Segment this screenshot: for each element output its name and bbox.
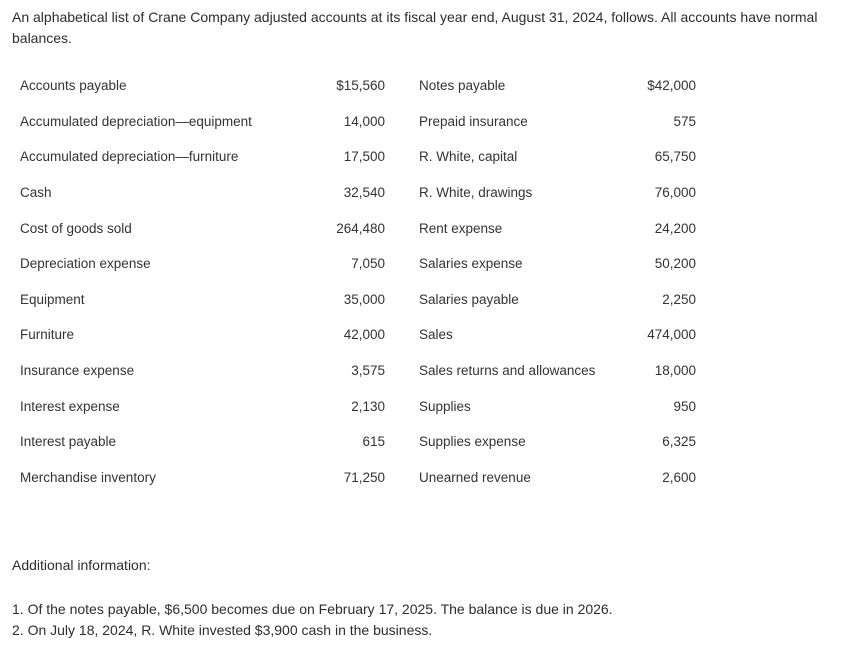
notes-list	[12, 599, 613, 641]
account-amount: 950	[673, 398, 696, 414]
account-amount: $15,560	[336, 78, 385, 94]
account-name: Interest payable	[20, 434, 117, 450]
note-item: 1. Of the notes payable, $6,500 becomes due on February 17, 2025. The balance is due in 2026.	[12, 601, 613, 617]
account-name: Sales returns and allowances	[419, 363, 596, 379]
account-amount: 2,130	[351, 398, 385, 414]
account-amount: 474,000	[647, 327, 696, 343]
account-name: Depreciation expense	[20, 256, 151, 272]
account-amount: 24,200	[654, 220, 696, 236]
account-row	[20, 246, 696, 282]
account-name: Sales	[419, 327, 453, 343]
column-spacer	[385, 104, 419, 140]
account-amount: 2,250	[662, 291, 696, 307]
account-amount: 65,750	[654, 149, 696, 165]
account-name: Accumulated depreciation—furniture	[20, 149, 239, 165]
column-spacer	[385, 139, 419, 175]
account-name: Furniture	[20, 327, 75, 343]
account-amount: 3,575	[351, 363, 385, 379]
account-name: Accumulated depreciation—equipment	[20, 113, 252, 129]
account-amount: 14,000	[343, 113, 385, 129]
account-row	[20, 139, 696, 175]
account-amount: $42,000	[647, 78, 696, 94]
account-name: Accounts payable	[20, 78, 127, 94]
account-row	[20, 317, 696, 353]
account-row	[20, 68, 696, 104]
account-name: R. White, drawings	[419, 185, 533, 201]
account-name: Supplies expense	[419, 434, 526, 450]
account-amount: 7,050	[351, 256, 385, 272]
column-spacer	[385, 388, 419, 424]
account-amount: 17,500	[343, 149, 385, 165]
account-amount: 264,480	[336, 220, 385, 236]
account-row	[20, 353, 696, 389]
account-name: Cost of goods sold	[20, 220, 132, 236]
note-item: 2. On July 18, 2024, R. White invested $3,900 cash in the business.	[12, 622, 433, 638]
column-spacer	[385, 246, 419, 282]
account-amount: 32,540	[343, 185, 385, 201]
account-amount: 575	[673, 113, 696, 129]
column-spacer	[385, 353, 419, 389]
account-amount: 71,250	[343, 469, 385, 485]
account-amount: 2,600	[662, 469, 696, 485]
account-name: Unearned revenue	[419, 469, 531, 485]
account-row	[20, 424, 696, 460]
account-row	[20, 460, 696, 496]
account-name: Salaries expense	[419, 256, 523, 272]
column-spacer	[385, 460, 419, 496]
column-spacer	[385, 68, 419, 104]
additional-info-label: Additional information:	[12, 557, 151, 573]
account-amount: 35,000	[343, 291, 385, 307]
column-spacer	[385, 282, 419, 318]
account-name: Cash	[20, 185, 52, 201]
account-row	[20, 175, 696, 211]
column-spacer	[385, 317, 419, 353]
account-name: Insurance expense	[20, 363, 135, 379]
account-name: R. White, capital	[419, 149, 518, 165]
account-amount: 50,200	[654, 256, 696, 272]
accounts-table	[20, 68, 696, 495]
column-spacer	[385, 424, 419, 460]
account-row	[20, 282, 696, 318]
account-name: Supplies	[419, 398, 471, 414]
account-row	[20, 210, 696, 246]
account-name: Salaries payable	[419, 291, 519, 307]
account-amount: 42,000	[343, 327, 385, 343]
account-amount: 6,325	[662, 434, 696, 450]
accounts-table-body	[20, 68, 696, 495]
account-row	[20, 388, 696, 424]
account-name: Rent expense	[419, 220, 503, 236]
intro-paragraph: An alphabetical list of Crane Company adjusted accounts at its fiscal year end, August 31, 2024, follows. All accounts have normal balances.	[12, 9, 818, 46]
account-name: Notes payable	[419, 78, 506, 94]
account-amount: 615	[362, 434, 385, 450]
account-name: Interest expense	[20, 398, 120, 414]
account-amount: 18,000	[654, 363, 696, 379]
account-name: Merchandise inventory	[20, 469, 156, 485]
column-spacer	[385, 175, 419, 211]
account-name: Prepaid insurance	[419, 113, 528, 129]
column-spacer	[385, 210, 419, 246]
account-amount: 76,000	[654, 185, 696, 201]
account-row	[20, 104, 696, 140]
account-name: Equipment	[20, 291, 85, 307]
